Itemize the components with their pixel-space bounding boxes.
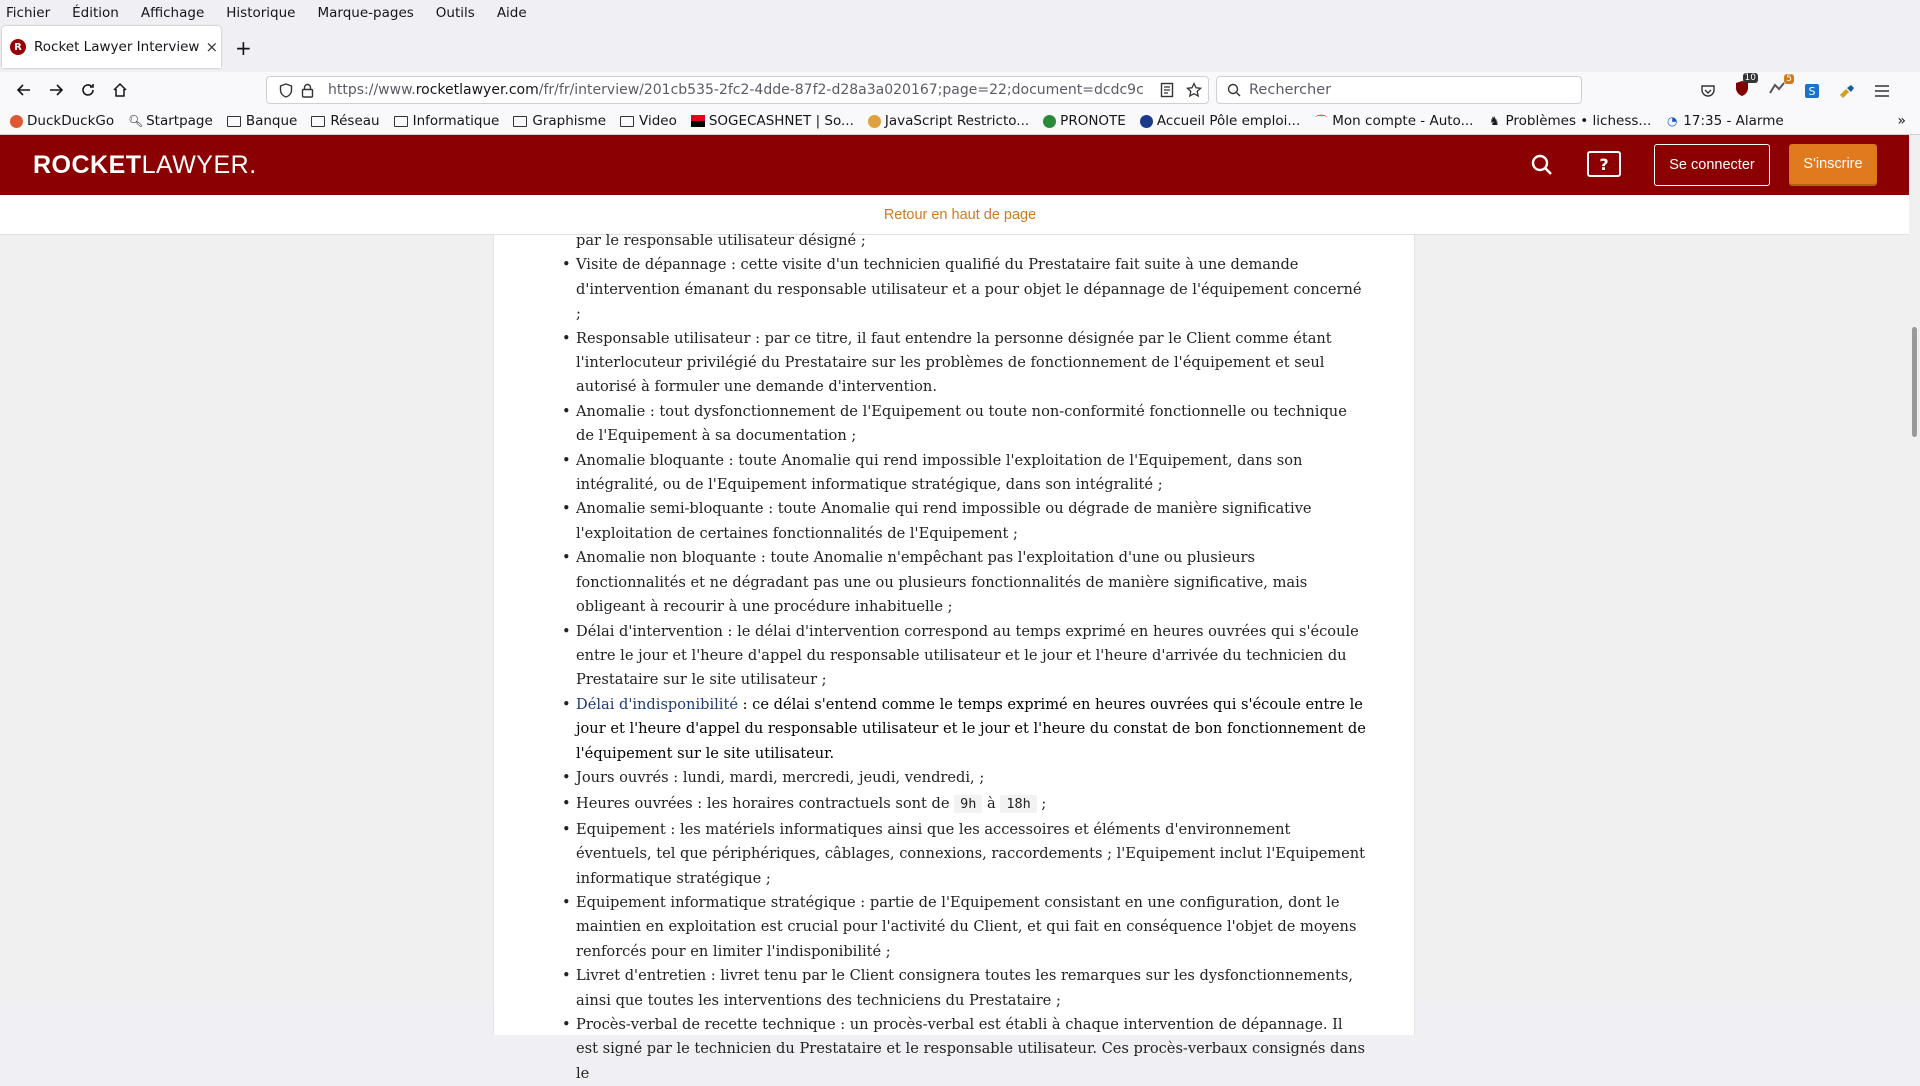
bookmark-label: Informatique <box>412 113 500 129</box>
alarm-icon: ◔ <box>1667 114 1678 128</box>
url-host: rocketlawyer.com <box>415 82 539 98</box>
list-item-text: Anomalie non bloquante : toute Anomalie n'empêchant pas l'exploitation d'une ou plusieurs fonctionnalités et ne dégradant pas une ou plusieurs fonctionnalités de manière significative, mais obligeant à recourir à une procédure inhabituelle ; <box>576 549 1308 616</box>
bookmark-label: PRONOTE <box>1060 113 1126 129</box>
document-panel <box>493 232 1415 1082</box>
list-item <box>558 818 1368 891</box>
menu-bookmarks[interactable]: Marque-pages <box>317 5 414 21</box>
scrollbar-thumb[interactable] <box>1912 327 1917 437</box>
bookmark-label: Réseau <box>330 113 380 129</box>
menu-help[interactable]: Aide <box>496 5 527 21</box>
bookmark-label: Video <box>639 113 677 129</box>
list-item-text: Délai d'intervention : le délai d'intervention correspond au temps exprimé en heures ouvrées qui s'écoule entre le jour et l'heure d'appel du responsable utilisateur et le jour et l'heure d'arrivée du technicien du Prestataire sur le site utilisateur ; <box>576 622 1359 689</box>
folder-icon <box>620 116 634 127</box>
bookmark-folder-graphisme[interactable] <box>513 113 606 129</box>
hours-suffix: ; <box>1036 795 1047 813</box>
pocket-icon[interactable] <box>1700 83 1716 99</box>
rocket-lawyer-favicon-icon: R <box>10 39 26 55</box>
bookmark-star-icon[interactable] <box>1186 82 1202 98</box>
help-icon[interactable]: ? <box>1587 151 1621 177</box>
folder-icon <box>227 116 241 127</box>
extension-tool-icon[interactable] <box>1838 83 1856 99</box>
back-to-top-label: Retour en haut de page <box>883 206 1037 223</box>
list-item-text: Jours ouvrés : lundi, mardi, mercredi, jeudi, vendredi, ; <box>576 768 985 786</box>
svg-text:S: S <box>1808 84 1816 98</box>
forward-button[interactable] <box>40 76 72 104</box>
list-item <box>558 1013 1368 1086</box>
list-item <box>558 253 1368 326</box>
tab-title: Rocket Lawyer Interview <box>34 39 200 55</box>
reader-view-icon[interactable] <box>1160 82 1174 98</box>
bookmark-folder-reseau[interactable] <box>311 113 379 129</box>
highlighted-text: : ce délai s'entend comme le temps exprimé en heures ouvrées qui s'écoule entre le jour et l'heure d'appel du responsable utilisateur et le jour et l'heure du constat de bon fonctionnement de l'équipement sur le site utilisateur. <box>576 695 1366 762</box>
toolbar-extensions <box>1700 73 1890 101</box>
list-item <box>558 497 1368 546</box>
rocket-lawyer-logo[interactable] <box>33 151 257 180</box>
sogecashnet-icon <box>691 115 705 127</box>
back-button[interactable] <box>8 76 40 104</box>
bookmark-folder-informatique[interactable] <box>394 113 500 129</box>
list-item-text: Anomalie bloquante : toute Anomalie qui rend impossible l'exploitation de l'Equipement, dans son intégralité, ou de l'Equipement informatique stratégique, dans son intégralité ; <box>576 451 1303 494</box>
menu-history[interactable]: Historique <box>226 5 296 21</box>
extension-badge-count: 5 <box>1786 73 1792 84</box>
nav-toolbar <box>0 72 1920 108</box>
bookmark-label: SOGECASHNET | So... <box>708 113 854 129</box>
list-item <box>558 891 1368 964</box>
folder-icon <box>394 116 408 127</box>
bookmark-lichess[interactable] <box>1487 113 1651 129</box>
ublock-badge: 10 <box>1744 73 1756 83</box>
page-scrollbar[interactable] <box>1909 135 1920 1003</box>
logo-light: LAWYER. <box>141 150 257 179</box>
arrow-left-icon <box>16 82 32 98</box>
bookmark-label: Accueil Pôle emploi... <box>1156 113 1301 129</box>
new-tab-button[interactable]: + <box>235 36 252 60</box>
list-item <box>558 546 1368 619</box>
hamburger-menu-icon[interactable] <box>1874 84 1890 98</box>
bookmarks-overflow-chevron-icon[interactable]: » <box>1897 113 1906 129</box>
bookmark-startpage[interactable] <box>128 113 213 129</box>
url-prefix: https://www. <box>328 82 416 98</box>
arrow-right-icon <box>48 82 64 98</box>
lock-icon[interactable] <box>301 83 314 98</box>
bookmark-label: DuckDuckGo <box>27 113 115 129</box>
login-button[interactable]: Se connecter <box>1654 144 1770 186</box>
tab-bar <box>0 26 1920 72</box>
pole-emploi-icon <box>1140 115 1153 128</box>
site-header <box>0 135 1920 195</box>
search-icon <box>1227 83 1241 97</box>
bookmark-alarme[interactable] <box>1665 113 1783 129</box>
list-item-text: Livret d'entretien : livret tenu par le Client consignera toutes les remarques sur les dysfonctionnements, ainsi que toutes les interventions des techniciens du Prestataire ; <box>576 967 1353 1009</box>
bookmarks-bar <box>0 108 1920 135</box>
duckduckgo-icon <box>10 115 23 128</box>
search-icon[interactable] <box>1530 153 1554 177</box>
list-item <box>558 620 1368 693</box>
home-icon <box>112 82 128 98</box>
list-item <box>558 400 1368 449</box>
close-tab-icon[interactable]: × <box>205 38 219 56</box>
page-viewport <box>0 135 1920 1082</box>
list-item-text: Equipement informatique stratégique : partie de l'Equipement consistant en une configuration, dont le maintien en exploitation est crucial pour l'activité du Client, et qui fait en conséquence l'objet de moyens renforcés pour en limiter l'indisponibilité ; <box>576 893 1357 960</box>
bookmark-folder-banque[interactable] <box>227 113 298 129</box>
list-item-text: Anomalie semi-bloquante : toute Anomalie qui rend impossible ou dégrade de manière significative l'exploitation de certaines fonctionnalités de l'Equipement ; <box>576 500 1312 542</box>
highlighted-term[interactable]: Délai d'indisponibilité <box>576 695 738 713</box>
hours-prefix: Heures ouvrées : les horaires contractuels sont de <box>576 795 955 813</box>
menu-tools[interactable]: Outils <box>435 5 475 21</box>
reload-button[interactable] <box>72 76 104 104</box>
menu-bar <box>0 0 1920 26</box>
menu-view[interactable]: Affichage <box>140 5 205 21</box>
definitions-list <box>558 229 1368 1086</box>
tab-rocket-lawyer[interactable] <box>2 26 221 68</box>
bookmark-label: Graphisme <box>532 113 607 129</box>
home-button[interactable] <box>104 76 136 104</box>
logo-bold: ROCKET <box>33 150 142 179</box>
signup-button[interactable]: S'inscrire <box>1789 144 1877 184</box>
pronote-icon <box>1043 115 1056 128</box>
lichess-icon: ♞ <box>1489 114 1500 128</box>
list-item-text: Anomalie : tout dysfonctionnement de l'Equipement ou toute non-conformité fonctionnelle ou technique de l'Equipement à sa documentation ; <box>576 402 1347 445</box>
bookmark-javascript-restrictor[interactable] <box>868 113 1029 129</box>
highlighted-list-item <box>558 693 1368 766</box>
list-item <box>558 964 1368 1013</box>
bookmark-sogecashnet[interactable] <box>691 113 854 129</box>
list-item <box>558 327 1368 400</box>
folder-icon <box>311 116 325 127</box>
search-placeholder: Rechercher <box>1249 82 1332 98</box>
bookmark-label: Banque <box>245 113 298 129</box>
bookmark-label: Startpage <box>146 113 213 129</box>
bookmark-mon-compte[interactable] <box>1314 113 1473 129</box>
bookmark-label: 17:35 - Alarme <box>1683 113 1784 129</box>
url-text[interactable] <box>328 82 1148 98</box>
search-icon: 🔍︎ <box>128 114 144 128</box>
url-bar[interactable] <box>266 76 1209 104</box>
list-item-text: par le responsable utilisateur désigné ; <box>576 232 866 249</box>
bookmark-label: JavaScript Restricto... <box>884 113 1030 129</box>
hours-mid: à <box>982 795 1001 813</box>
bookmark-folder-video[interactable] <box>620 113 677 129</box>
bookmark-label: Problèmes • lichess... <box>1505 113 1652 129</box>
bookmark-pronote[interactable] <box>1043 113 1126 129</box>
s-extension-icon[interactable] <box>1804 83 1820 99</box>
list-item-text: Equipement : les matériels informatiques ainsi que les accessoires et éléments d'environnement éventuels, tel que périphériques, câblages, connexions, raccordements ; l'Equipement inclut l'Equipement informatique stratégique ; <box>576 820 1365 887</box>
menu-file[interactable]: Fichier <box>6 5 51 21</box>
folder-icon <box>513 116 527 127</box>
ublock-extension-icon[interactable] <box>1734 73 1756 101</box>
menu-edit[interactable]: Édition <box>72 5 119 21</box>
javascript-icon <box>868 115 881 128</box>
list-item-text: Responsable utilisateur : par ce titre, il faut entendre la personne désignée par le Client comme étant l'interlocuteur privilégié du Prestataire sur les problèmes de fonctionnement de l'équipement et seul autorisé à formuler une demande d'intervention. <box>576 329 1332 396</box>
search-bar[interactable] <box>1216 76 1582 104</box>
url-path: /fr/fr/interview/201cb535-2fc2-4dde-87f2-d28a3a020167;page=22;document=dcdc9c <box>538 82 1144 98</box>
list-item-text: Visite de dépannage : cette visite d'un technicien qualifié du Prestataire fait suite à une demande d'intervention émanant du responsable utilisateur et a pour objet le dépannage de l'équipement concerné ; <box>576 256 1362 323</box>
bookmark-pole-emploi[interactable] <box>1140 113 1300 129</box>
list-item <box>558 792 1368 816</box>
list-item <box>558 449 1368 498</box>
auto-icon: ⌒ <box>1315 114 1328 128</box>
list-item-text: Procès-verbal de recette technique : un procès-verbal est établi à chaque intervention de dépannage. Il est signé par le technicien du Prestataire et le responsable utilisateur. Ces procès-verbaux consignés dans le <box>576 1016 1365 1082</box>
list-item <box>558 229 1368 253</box>
reload-icon <box>80 82 96 98</box>
hours-start-field[interactable]: 9h <box>954 795 982 813</box>
hours-end-field[interactable]: 18h <box>1000 795 1036 813</box>
extension-badge-icon[interactable] <box>1768 73 1792 101</box>
bookmark-label: Mon compte - Auto... <box>1332 113 1474 129</box>
shield-icon[interactable] <box>279 83 293 98</box>
list-item <box>558 766 1368 790</box>
bookmark-duckduckgo[interactable] <box>10 113 114 129</box>
